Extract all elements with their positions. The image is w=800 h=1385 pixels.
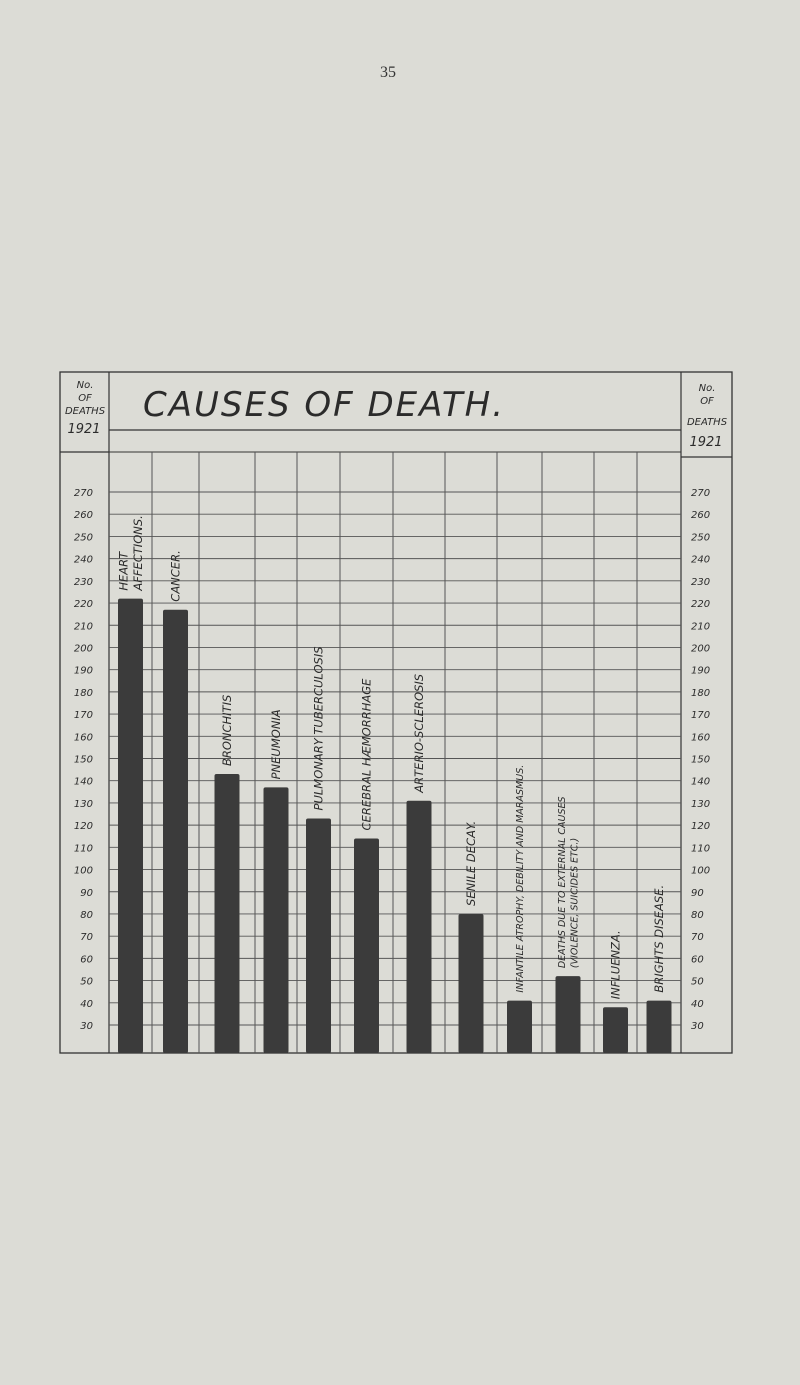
left-axis-header: [65, 380, 106, 437]
left-tick-label: 180: [73, 687, 93, 699]
right-tick-label: 270: [691, 488, 711, 499]
bar: [459, 914, 484, 1053]
chart-frame: [60, 372, 732, 1053]
right-tick-label: 140: [691, 776, 711, 788]
left-header-line-1: No.: [76, 380, 94, 391]
right-tick-label: 260: [691, 510, 711, 522]
left-tick-label: 230: [73, 576, 93, 588]
category-label: BRIGHTS DISEASE.: [652, 884, 667, 993]
right-axis-header: [687, 383, 728, 450]
left-tick-label: 150: [73, 754, 93, 766]
left-tick-label: 130: [73, 798, 93, 810]
right-axis-ticks: [691, 488, 710, 1032]
bar: [306, 818, 331, 1053]
left-tick-label: 100: [73, 865, 93, 877]
left-tick-label: 270: [73, 488, 93, 499]
right-tick-label: 50: [691, 976, 704, 988]
category-label: PULMONARY TUBERCULOSIS: [311, 646, 326, 811]
left-tick-label: 80: [80, 909, 93, 921]
left-tick-label: 240: [73, 554, 93, 566]
left-tick-label: 220: [73, 599, 93, 611]
left-header-line-2: OF: [78, 393, 92, 404]
bar: [647, 1001, 672, 1053]
right-tick-label: 230: [691, 576, 711, 588]
left-tick-label: 60: [80, 954, 93, 966]
page-number: 35: [380, 64, 396, 81]
left-header-line-3: DEATHS: [64, 406, 106, 417]
right-tick-label: 200: [691, 643, 711, 655]
category-label: PNEUMONIA: [269, 709, 284, 780]
left-header-line-4: 1921: [67, 422, 101, 437]
right-header-line-1: No.: [698, 383, 716, 394]
right-tick-label: 110: [691, 843, 711, 855]
bar: [556, 976, 581, 1053]
category-label: CEREBRAL HÆMORRHAGE: [359, 678, 374, 831]
category-label: CANCER.: [168, 550, 183, 602]
left-tick-label: 50: [80, 976, 93, 988]
right-tick-label: 70: [691, 932, 704, 944]
right-tick-label: 160: [691, 732, 711, 744]
left-tick-label: 30: [80, 1021, 93, 1032]
right-header-line-4: 1921: [689, 435, 723, 450]
left-tick-label: 260: [73, 510, 93, 522]
left-tick-label: 110: [73, 843, 93, 855]
bar: [264, 787, 289, 1053]
right-tick-label: 250: [691, 532, 711, 544]
left-tick-label: 160: [73, 732, 93, 744]
category-label: (VIOLENCE, SUICIDES ETC.): [569, 837, 581, 969]
left-axis-ticks: [74, 488, 93, 1032]
right-header-line-3: DEATHS: [686, 417, 728, 428]
category-label: BRONCHITIS: [220, 694, 235, 767]
bar: [118, 599, 143, 1053]
bar: [407, 801, 432, 1053]
right-header-line-2: OF: [700, 396, 714, 407]
bar: [163, 610, 188, 1053]
right-tick-label: 180: [691, 687, 711, 699]
bars: [118, 599, 672, 1053]
left-tick-label: 120: [73, 821, 93, 833]
bar: [507, 1001, 532, 1053]
left-tick-label: 170: [73, 710, 93, 722]
bar: [603, 1007, 628, 1053]
right-tick-label: 130: [691, 798, 711, 810]
category-label: INFANTILE ATROPHY, DEBILITY AND MARASMUS.: [514, 764, 526, 993]
right-tick-label: 60: [691, 954, 704, 966]
right-tick-label: 100: [691, 865, 711, 877]
left-tick-label: 140: [73, 776, 93, 788]
outer-border: [60, 372, 732, 1053]
right-tick-label: 40: [691, 998, 704, 1010]
grid: [109, 452, 681, 1053]
bar: [215, 774, 240, 1053]
right-tick-label: 190: [691, 665, 711, 677]
category-label: AFFECTIONS.: [130, 515, 145, 591]
left-tick-label: 40: [80, 998, 93, 1010]
chart-title: CAUSES OF DEATH.: [143, 385, 506, 425]
category-label: SENILE DECAY.: [464, 820, 479, 906]
right-tick-label: 170: [691, 710, 711, 722]
left-tick-label: 250: [73, 532, 93, 544]
right-tick-label: 150: [691, 754, 711, 766]
left-tick-label: 210: [73, 621, 93, 633]
right-tick-label: 30: [691, 1021, 704, 1032]
right-tick-label: 80: [691, 909, 704, 921]
right-tick-label: 90: [691, 887, 704, 899]
right-tick-label: 220: [691, 599, 711, 611]
category-label: INFLUENZA.: [608, 930, 623, 1000]
left-tick-label: 190: [73, 665, 93, 677]
right-tick-label: 210: [691, 621, 711, 633]
left-tick-label: 200: [73, 643, 93, 655]
left-tick-label: 90: [80, 887, 93, 899]
right-tick-label: 240: [691, 554, 711, 566]
category-label: HEART: [116, 551, 131, 591]
category-label: DEATHS DUE TO EXTERNAL CAUSES: [557, 796, 569, 969]
right-tick-label: 120: [691, 821, 711, 833]
left-tick-label: 70: [80, 932, 93, 944]
bar: [354, 838, 379, 1053]
category-label: ARTERIO-SCLEROSIS: [412, 673, 427, 793]
